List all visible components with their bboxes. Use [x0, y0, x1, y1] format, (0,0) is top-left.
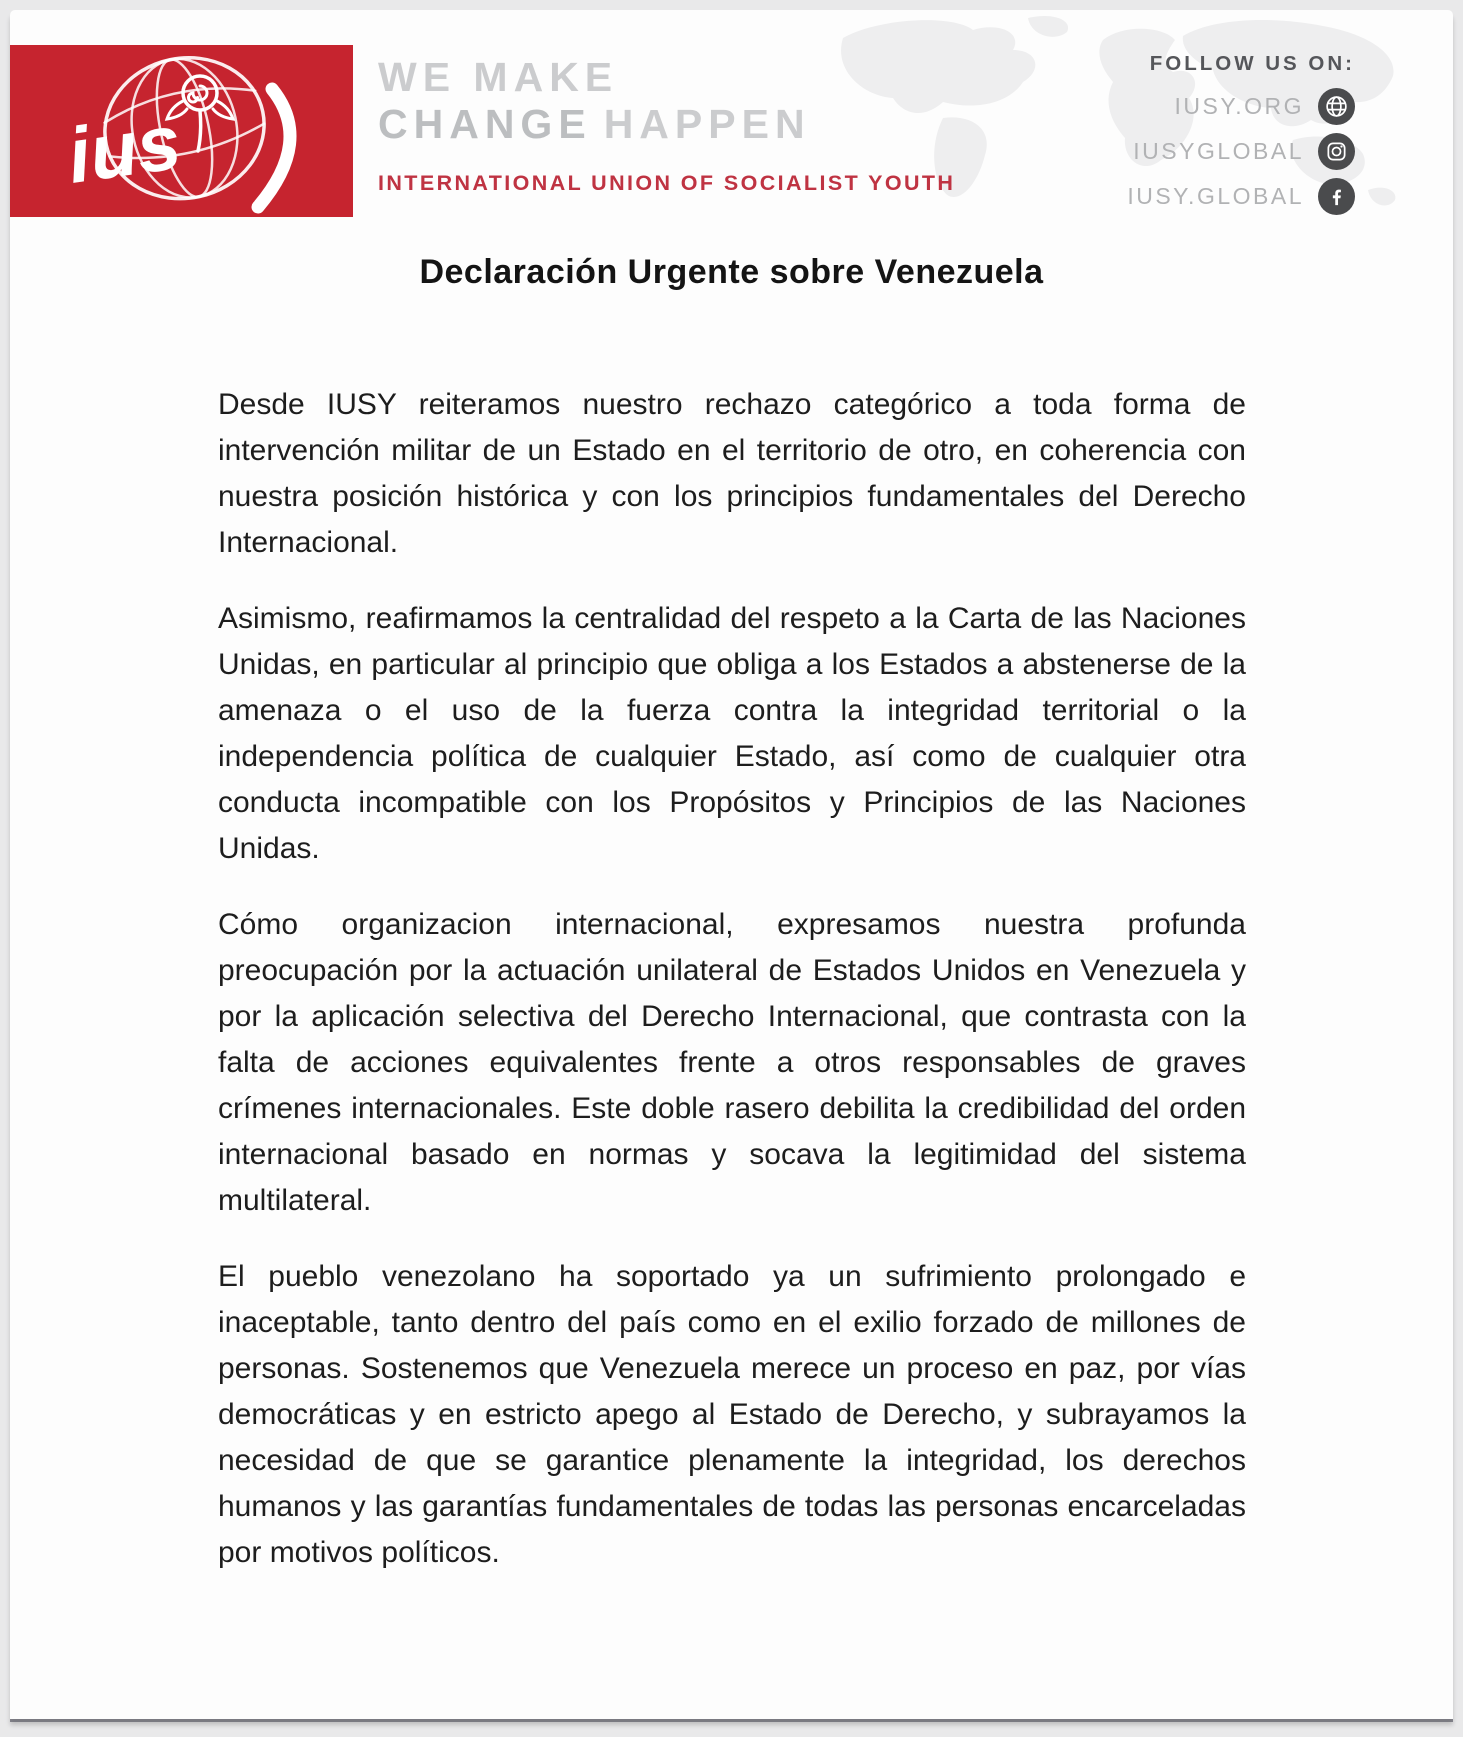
tagline-line2 [378, 101, 955, 148]
website-handle: IUSY.ORG [1174, 93, 1304, 119]
follow-us-label: FOLLOW US ON: [1149, 52, 1355, 75]
page-title: Declaración Urgente sobre Venezuela [419, 253, 1044, 291]
tagline [378, 54, 955, 196]
tagline-happen: HAPPEN [603, 101, 811, 147]
document-page [10, 10, 1453, 1719]
instagram-icon[interactable] [1318, 133, 1355, 170]
follow-us-block [1127, 52, 1355, 219]
document-body [218, 382, 1246, 1576]
social-link-instagram[interactable] [1127, 129, 1355, 174]
social-link-website[interactable] [1127, 84, 1355, 129]
instagram-handle: IUSYGLOBAL [1133, 138, 1304, 164]
iusy-logo-graphic [10, 45, 353, 217]
svg-text:ius: ius [62, 97, 186, 200]
globe-icon[interactable] [1318, 88, 1355, 125]
facebook-handle: IUSY.GLOBAL [1127, 183, 1304, 209]
paragraph-4: El pueblo venezolano ha soportado ya un sufrimiento prolongado e inaceptable, tanto dentro del país como en el exilio forzado de millones de personas. Sostenemos que Venezuela merece un proceso en paz, por vías democráticas y en estricto apego al Estado de Derecho, y subrayamos la necesidad de que se garantice plenamente la integridad, los derechos humanos y las garantías fundamentales de todas las personas encarceladas por motivos políticos. [218, 1260, 1246, 1569]
social-link-facebook[interactable] [1127, 174, 1355, 219]
paragraph-3: Cómo organizacion internacional, expresamos nuestra profunda preocupación por la actuación unilateral de Estados Unidos en Venezuela y por la aplicación selectiva del Derecho Internacional, que contrasta con la falta de acciones equivalentes frente a otros responsables de graves crímenes internacionales. Este doble rasero debilita la credibilidad del orden internacional basado en normas y socava la legitimidad del sistema multilateral. [218, 908, 1246, 1217]
letterhead [10, 10, 1453, 225]
organization-name: INTERNATIONAL UNION OF SOCIALIST YOUTH [378, 171, 956, 195]
tagline-line1: WE MAKE [378, 54, 619, 100]
facebook-icon[interactable] [1318, 178, 1355, 215]
paragraph-2: Asimismo, reafirmamos la centralidad del respeto a la Carta de las Naciones Unidas, en particular al principio que obliga a los Estados a abstenerse de la amenaza o el uso de la fuerza contra la integridad territorial o la independencia política de cualquier Estado, así como de cualquier otra conducta incompatible con los Propósitos y Principios de las Naciones Unidas. [218, 602, 1246, 865]
iusy-logo [10, 45, 353, 217]
paragraph-1: Desde IUSY reiteramos nuestro rechazo categórico a toda forma de intervención militar de un Estado en el territorio de otro, en coherencia con nuestra posición histórica y con los principios fundamentales del Derecho Internacional. [218, 388, 1246, 559]
tagline-change: CHANGE [378, 101, 592, 147]
